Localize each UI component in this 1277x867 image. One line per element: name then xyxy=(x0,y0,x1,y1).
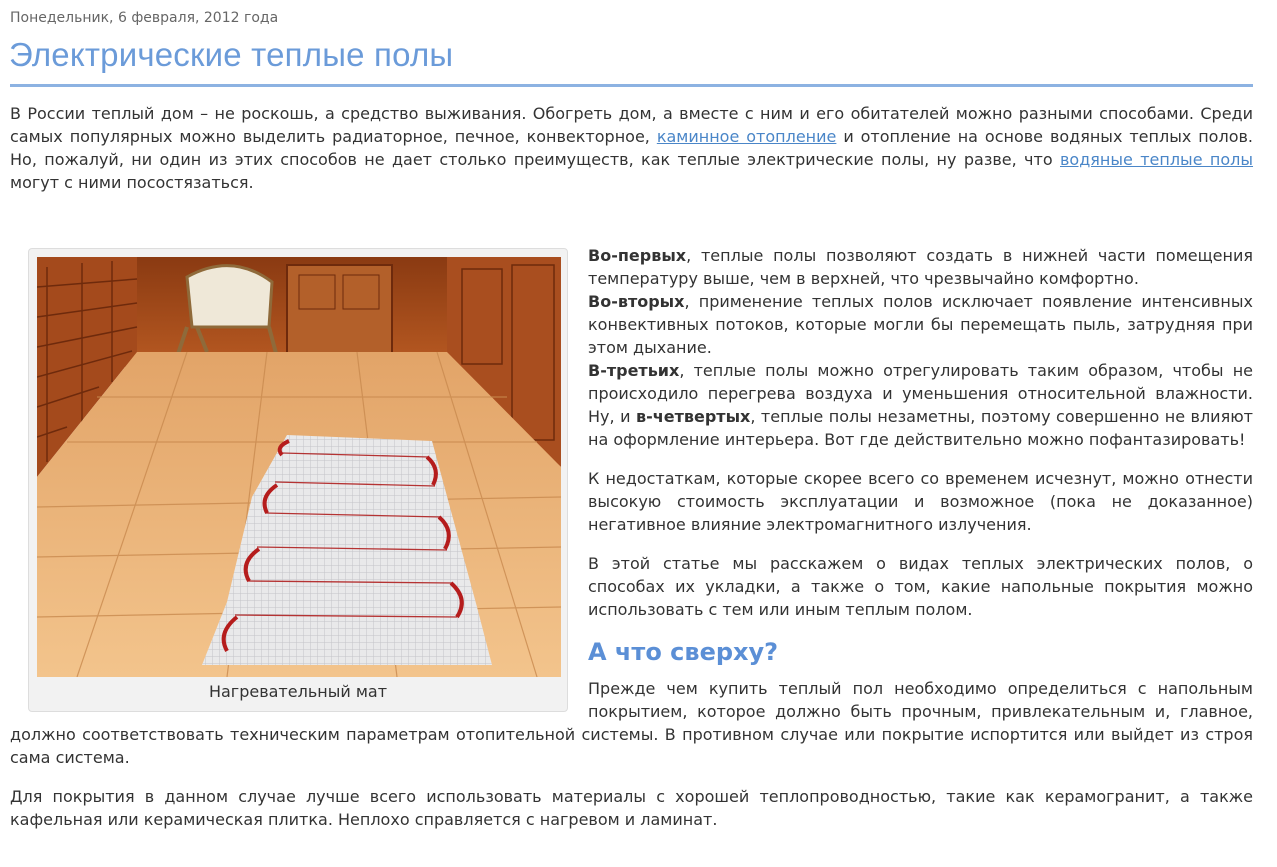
intro-text-3: могут с ними посостязаться. xyxy=(10,173,254,192)
article-scope-paragraph: В этой статье мы расскажем о видах теплых электрических полов, о способах их укладки, а также о том, какие напольные покрытия можно использовать с тем или иным теплым полом. xyxy=(588,554,1253,619)
water-floor-link[interactable]: водяные теплые полы xyxy=(1060,150,1254,169)
benefit-1-text: , теплые полы позволяют создать в нижней части помещения температуру выше, чем в верхней, что чрезвычайно комфортно. xyxy=(588,246,1253,288)
benefit-3-text: , теплые полы можно отрегулировать таким образом, чтобы не происходило перегрева воздуха и уменьшения относительной влажности. xyxy=(588,361,1253,403)
figure-caption: Нагревательный мат xyxy=(208,682,388,701)
benefit-4-prefix: Ну, и xyxy=(588,407,631,426)
intro-text-2: и отопление на основе водяных теплых полов. Но, пожалуй, ни один из этих способов не дает столько преимуществ, как теплые электрические полы, ну разве, что xyxy=(10,127,1253,169)
post-title[interactable]: Электрические теплые полы xyxy=(9,36,454,73)
section-heading: А что сверху? xyxy=(588,638,779,666)
section-paragraph-2: Для покрытия в данном случае лучше всего использовать материалы с хорошей теплопроводностью, такие как керамогранит, а также кафельная или керамическая плитка. Неплохо справляется с нагревом и ламинат. xyxy=(10,787,1253,829)
intro-text-1: В России теплый дом – не роскошь, а средство выживания. Обогреть дом, а вместе с ним и его обитателей можно разными способами. Среди самых популярных можно выделить радиаторное, печное, конвекторное, xyxy=(10,104,1253,146)
drawbacks-paragraph: К недостаткам, которые скорее всего со временем исчезнут, можно отнести высокую стоимость эксплуатации и возможное (пока не доказанное) негативное влияние электромагнитного излучения. xyxy=(588,469,1253,534)
post-date: Понедельник, 6 февраля, 2012 года xyxy=(10,10,279,26)
intro-paragraph xyxy=(10,102,1253,194)
section-paragraph-1: Прежде чем купить теплый пол необходимо определиться с напольным покрытием, которое должно быть прочным, привлекательным и, главное, должно соответствовать техническим параметрам отопительной системы. В противном случае или покрытие испортится или выйдет из строя сама система. xyxy=(10,679,1253,767)
heating-mat-photo xyxy=(37,257,561,677)
benefit-2-text: , применение теплых полов исключает появление интенсивных конвективных потоков, которые могли бы перемещать пыль, затрудняя при этом дыхание. xyxy=(588,292,1253,357)
title-divider xyxy=(10,84,1253,87)
benefit-2-label: Во-вторых xyxy=(588,292,685,311)
benefit-1-label: Во-первых xyxy=(588,246,687,265)
benefit-3-label: В-третьих xyxy=(588,361,680,380)
post-body xyxy=(10,102,1253,847)
fireplace-heating-link[interactable]: каминное отопление xyxy=(656,127,837,146)
image-figure xyxy=(28,248,568,712)
benefit-4-label: в-четвертых xyxy=(635,407,751,426)
benefit-4-text: , теплые полы незаметны, поэтому совершенно не влияют на оформление интерьера. Вот где действительно можно пофантазировать! xyxy=(588,407,1253,449)
